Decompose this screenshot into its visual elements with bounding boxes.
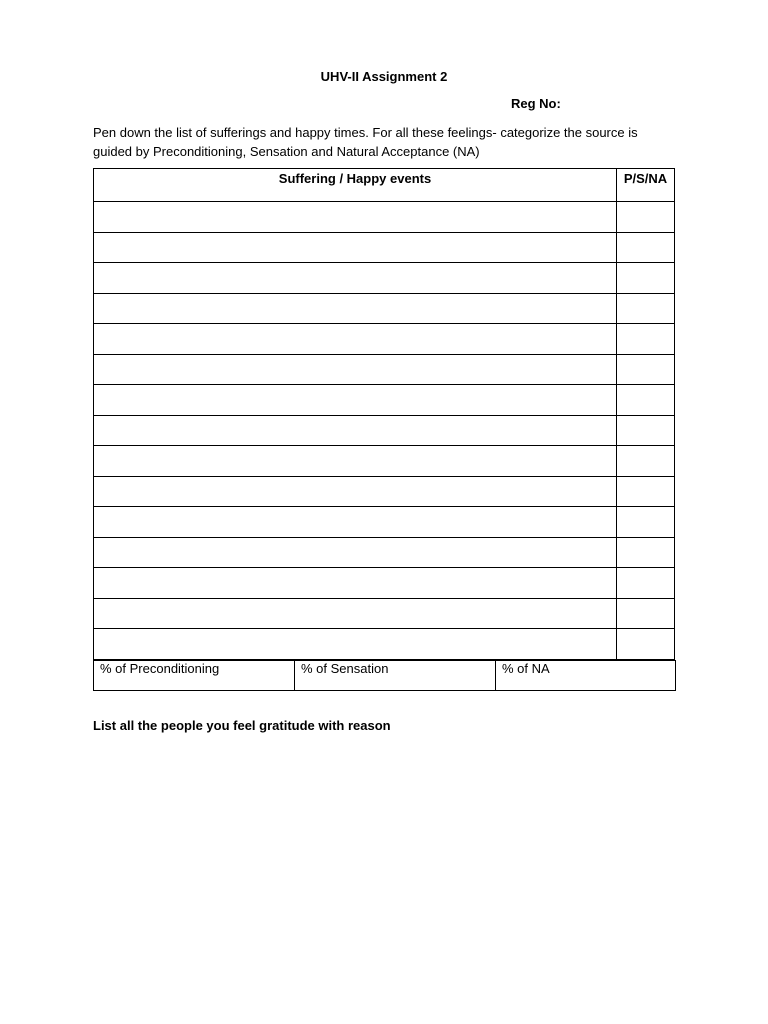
table-row xyxy=(94,507,675,538)
event-cell[interactable] xyxy=(94,324,617,355)
category-cell[interactable] xyxy=(617,202,675,233)
table-row xyxy=(94,385,675,416)
category-column-header: P/S/NA xyxy=(617,169,675,202)
category-cell[interactable] xyxy=(617,324,675,355)
summary-table xyxy=(93,660,676,691)
table-row xyxy=(94,232,675,263)
event-cell[interactable] xyxy=(94,598,617,629)
category-cell[interactable] xyxy=(617,537,675,568)
event-cell[interactable] xyxy=(94,446,617,477)
reg-no-label: Reg No: xyxy=(511,96,561,111)
table-row xyxy=(94,537,675,568)
events-table-body xyxy=(94,202,675,660)
table-row xyxy=(94,446,675,477)
event-cell[interactable] xyxy=(94,476,617,507)
table-row xyxy=(94,476,675,507)
category-cell[interactable] xyxy=(617,415,675,446)
events-table-header xyxy=(94,169,675,202)
na-percent-cell[interactable]: % of NA xyxy=(496,661,676,691)
category-cell[interactable] xyxy=(617,598,675,629)
sensation-percent-cell[interactable]: % of Sensation xyxy=(295,661,496,691)
document-title: UHV-II Assignment 2 xyxy=(320,69,448,84)
event-cell[interactable] xyxy=(94,293,617,324)
instructions-text: Pen down the list of sufferings and happy times. For all these feelings- categorize the source is guided by Preconditioning, Sensation and Natural Acceptance (NA) xyxy=(93,125,638,159)
table-row xyxy=(94,415,675,446)
event-cell[interactable] xyxy=(94,354,617,385)
events-column-header: Suffering / Happy events xyxy=(94,169,617,202)
category-cell[interactable] xyxy=(617,476,675,507)
category-cell[interactable] xyxy=(617,293,675,324)
event-cell[interactable] xyxy=(94,568,617,599)
category-cell[interactable] xyxy=(617,446,675,477)
category-cell[interactable] xyxy=(617,507,675,538)
category-cell[interactable] xyxy=(617,232,675,263)
gratitude-prompt: List all the people you feel gratitude with reason xyxy=(93,718,391,733)
event-cell[interactable] xyxy=(94,263,617,294)
event-cell[interactable] xyxy=(94,385,617,416)
table-row xyxy=(94,568,675,599)
preconditioning-percent-cell[interactable]: % of Preconditioning xyxy=(94,661,295,691)
event-cell[interactable] xyxy=(94,507,617,538)
summary-row xyxy=(94,661,676,691)
category-cell[interactable] xyxy=(617,385,675,416)
table-row xyxy=(94,629,675,660)
table-row xyxy=(94,598,675,629)
event-cell[interactable] xyxy=(94,629,617,660)
table-row xyxy=(94,324,675,355)
event-cell[interactable] xyxy=(94,415,617,446)
table-row xyxy=(94,263,675,294)
category-cell[interactable] xyxy=(617,263,675,294)
category-cell[interactable] xyxy=(617,629,675,660)
event-cell[interactable] xyxy=(94,232,617,263)
table-row xyxy=(94,293,675,324)
category-cell[interactable] xyxy=(617,354,675,385)
category-cell[interactable] xyxy=(617,568,675,599)
table-row xyxy=(94,354,675,385)
events-table xyxy=(93,168,675,660)
event-cell[interactable] xyxy=(94,202,617,233)
table-row xyxy=(94,202,675,233)
event-cell[interactable] xyxy=(94,537,617,568)
